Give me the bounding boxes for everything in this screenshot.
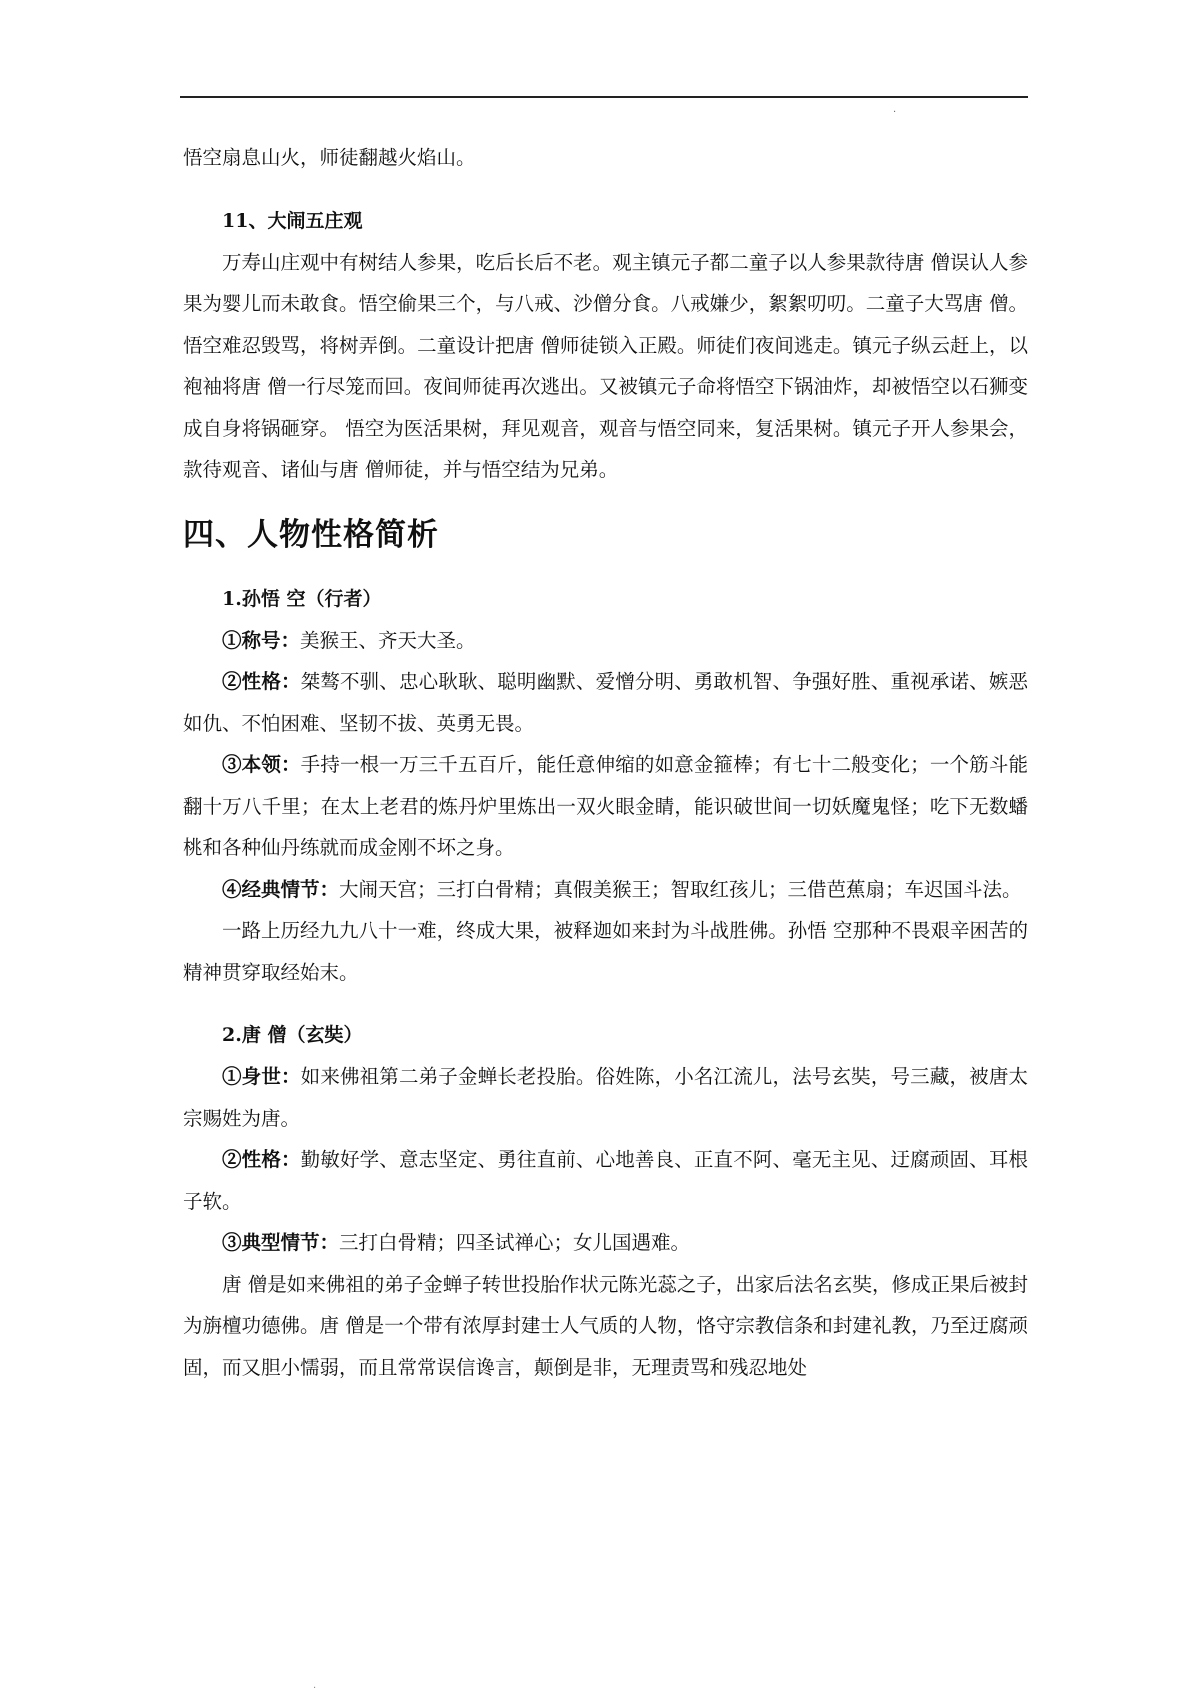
tangseng-origin-label: ①身世： bbox=[222, 1065, 301, 1088]
wukong-title: 1.孙悟 空（行者） bbox=[222, 587, 382, 610]
tangseng-origin-paragraph bbox=[183, 1056, 1028, 1139]
tangseng-plot-label: ③典型情节： bbox=[222, 1231, 340, 1254]
wukong-epithet-text: 美猴王、齐天大圣。 bbox=[300, 628, 476, 652]
intro-tail-paragraph: 悟空扇息山火，师徒翻越火焰山。 bbox=[183, 146, 476, 169]
header-mark: . bbox=[893, 104, 897, 115]
wukong-skill-text: 手持一根一万三千五百斤，能任意伸缩的如意金箍棒；有七十二般变化；一个筋斗能翻十万八千里；在太上老君的炼丹炉里炼出一双火眼金睛，能识破世间一切妖魔鬼怪；吃下无数蟠桃和各种仙丹练就而成金刚不坏之身。 bbox=[183, 753, 1028, 859]
wukong-epithet-paragraph bbox=[183, 620, 1028, 662]
tangseng-character-label: ②性格： bbox=[222, 1148, 301, 1171]
wukong-summary: 一路上历经九九八十一难，终成大果，被释迦如来封为斗战胜佛。孙悟 空那种不畏艰辛困苦的精神贯穿取经始末。 bbox=[183, 919, 1028, 984]
wukong-character-paragraph bbox=[183, 661, 1028, 744]
section-11-body: 万寿山庄观中有树结人参果，吃后长后不老。观主镇元子都二童子以人参果款待唐 僧误认人参果为婴儿而未敢食。悟空偷果三个，与八戒、沙僧分食。八戒嫌少，絮絮叨叨。二童子大骂唐 僧。 悟空难忍毁骂，将树弄倒。二童设计把唐 僧师徒锁入正殿。师徒们夜间逃走。镇元子纵云赶上，以袍袖将唐 僧一行尽笼而回。夜间师徒再次逃出。又被镇元子命将悟空下锅油炸，却被悟空以石狮变成自身将锅砸穿。 悟空为医活果树，拜见观音，观音与悟空同来，复活果树。镇元子开人参果会，款待观音、诸仙与唐 僧师徒，并与悟空结为兄弟。 bbox=[183, 250, 1028, 481]
tangseng-plot-paragraph bbox=[183, 1222, 1028, 1264]
wukong-epithet-label: ①称号： bbox=[222, 628, 301, 652]
section-4-heading: 四、人物性格简析 bbox=[183, 516, 439, 553]
wukong-plot-text: 大闹天宫；三打白骨精；真假美猴王；智取红孩儿；三借芭蕉扇；车迟国斗法。 bbox=[339, 877, 1022, 901]
wukong-skill-paragraph bbox=[183, 744, 1028, 869]
tangseng-origin-text: 如来佛祖第二弟子金蝉长老投胎。俗姓陈，小名江流儿，法号玄奘，号三藏，被唐太宗赐姓为唐。 bbox=[183, 1065, 1028, 1130]
tangseng-summary: 唐 僧是如来佛祖的弟子金蝉子转世投胎作状元陈光蕊之子，出家后法名玄奘，修成正果后被封为旃檀功德佛。唐 僧是一个带有浓厚封建士人气质的人物，恪守宗教信条和封建礼教，乃至迂腐顽固，而又胆小懦弱，而且常常误信谗言，颠倒是非，无理责骂和残忍地处 bbox=[183, 1272, 1028, 1379]
wukong-character-label: ②性格： bbox=[222, 670, 301, 693]
wukong-skill-label: ③本领： bbox=[222, 753, 301, 776]
tangseng-character-paragraph bbox=[183, 1139, 1028, 1222]
wukong-character-text: 桀骜不驯、忠心耿耿、聪明幽默、爱憎分明、勇敢机智、争强好胜、重视承诺、嫉恶如仇、不怕困难、坚韧不拔、英勇无畏。 bbox=[183, 670, 1028, 735]
wukong-plot-paragraph bbox=[183, 869, 1028, 911]
tangseng-character-text: 勤敏好学、意志坚定、勇往直前、心地善良、正直不阿、毫无主见、迂腐顽固、耳根子软。 bbox=[183, 1148, 1028, 1213]
page-content bbox=[183, 137, 1028, 1388]
footer-mark: . bbox=[313, 1680, 317, 1691]
section-11-title: 11、大闹五庄观 bbox=[222, 209, 363, 232]
header-rule bbox=[180, 96, 1028, 98]
tangseng-plot-text: 三打白骨精；四圣试禅心；女儿国遇难。 bbox=[339, 1231, 691, 1254]
wukong-plot-label: ④经典情节： bbox=[222, 877, 340, 901]
tangseng-title: 2.唐 僧（玄奘） bbox=[222, 1024, 363, 1046]
